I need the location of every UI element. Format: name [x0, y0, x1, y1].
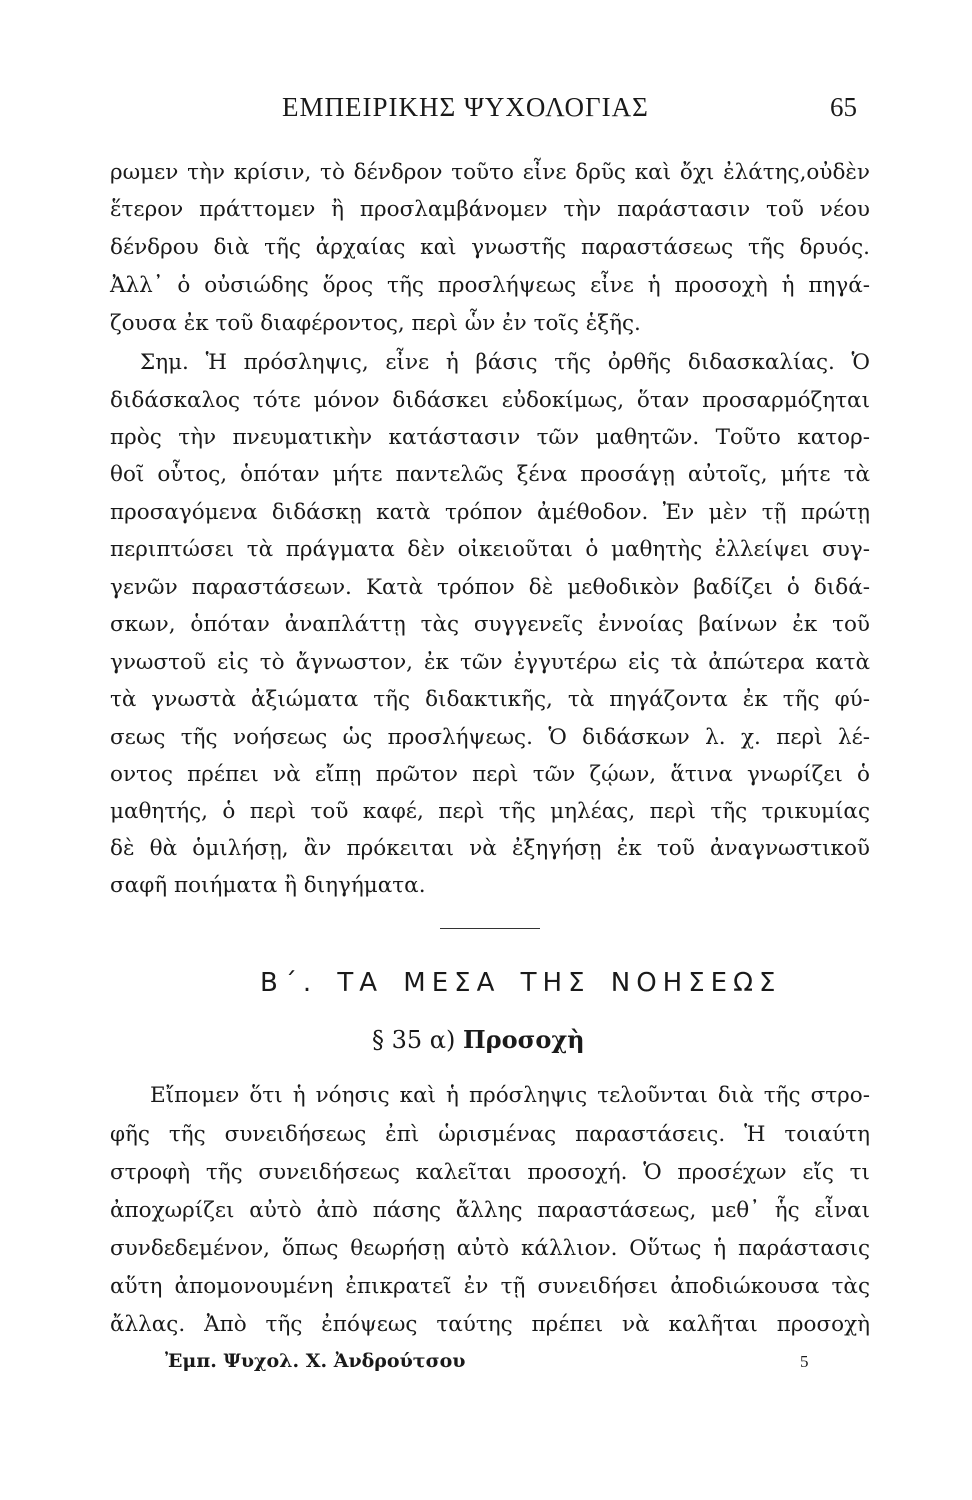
footer-signature-number: 5 [800, 1352, 809, 1371]
note-line: πρὸς τὴν πνευματικὴν κατάστασιν τῶν μαθητῶν. Τοῦτο κατορ- [110, 425, 870, 450]
note-line: σαφῆ ποιήματα ἢ διηγήματα. [110, 873, 426, 898]
note-line: τὰ γνωστὰ ἀξιώματα τῆς διδακτικῆς, τὰ πηγάζοντα ἐκ τῆς φύ- [110, 687, 870, 712]
note-line: σκων, ὁπόταν ἀναπλάττῃ τὰς συγγενεῖς ἐννοίας βαίνων ἐκ τοῦ [110, 612, 870, 637]
body-line: δένδρου διὰ τῆς ἀρχαίας καὶ γνωστῆς παραστάσεως τῆς δρυός. [110, 235, 870, 260]
running-title: ΕΜΠΕΙΡΙΚΗΣ ΨΥΧΟΛΟΓΙΑΣ [282, 92, 649, 122]
body-line: ζουσα ἐκ τοῦ διαφέροντος, περὶ ὧν ἐν τοῖς ἑξῆς. [110, 311, 641, 336]
section-line: αὕτη ἀπομονουμένη ἐπικρατεῖ ἐν τῇ συνειδήσει ἀποδιώκουσα τὰς [110, 1274, 870, 1299]
note-line: μαθητής, ὁ περὶ τοῦ καφέ, περὶ τῆς μηλέας, περὶ τῆς τρικυμίας [110, 799, 870, 824]
section-line: στροφὴ τῆς συνειδήσεως καλεῖται προσοχή. Ὁ προσέχων εἴς τι [110, 1160, 870, 1185]
footer-signature: Ἐμπ. Ψυχολ. Χ. Ἀνδρούτσου [165, 1350, 466, 1372]
section-line: φῆς τῆς συνειδήσεως ἐπὶ ὡρισμένας παραστάσεις. Ἡ τοιαύτη [110, 1122, 870, 1147]
body-line: ἕτερον πράττομεν ἢ προσλαμβάνομεν τὴν παράστασιν τοῦ νέου [110, 197, 870, 222]
note-line: Σημ. Ἡ πρόσληψις, εἶνε ἡ βάσις τῆς ὀρθῆς διδασκαλίας. Ὁ [140, 350, 870, 375]
subsection-number: § 35 α) [372, 1026, 456, 1054]
body-line: Ἀλλ᾽ ὁ οὐσιώδης ὅρος τῆς προσλήψεως εἶνε ἡ προσοχὴ ἡ πηγά- [110, 273, 870, 298]
note-line: περιπτώσει τὰ πράγματα δὲν οἰκειοῦται ὁ μαθητὴς ἐλλείψει συγ- [110, 537, 870, 562]
section-line: συνδεδεμένον, ὅπως θεωρήσῃ αὐτὸ κάλλιον. Οὕτως ἡ παράστασις [110, 1236, 870, 1261]
section-heading: Β΄. ΤΑ ΜΕΣΑ ΤΗΣ ΝΟΗΣΕΩΣ [260, 968, 782, 998]
section-line: Εἴπομεν ὅτι ἡ νόησις καὶ ἡ πρόσληψις τελοῦνται διὰ τῆς στρο- [150, 1083, 870, 1108]
note-line: γενῶν παραστάσεων. Κατὰ τρόπον δὲ μεθοδικὸν βαδίζει ὁ διδά- [110, 575, 870, 600]
note-line: προσαγόμενα διδάσκῃ κατὰ τρόπον ἀμέθοδον. Ἐν μὲν τῇ πρώτῃ [110, 500, 870, 525]
subsection-title: Προσοχὴ [463, 1025, 585, 1054]
section-line: ἄλλας. Ἀπὸ τῆς ἐπόψεως ταύτης πρέπει νὰ καλῆται προσοχὴ [110, 1312, 870, 1337]
note-line: γνωστοῦ εἰς τὸ ἄγνωστον, ἐκ τῶν ἐγγυτέρω εἰς τὰ ἀπώτερα κατὰ [110, 650, 870, 675]
section-divider [440, 928, 540, 929]
note-line: διδάσκαλος τότε μόνον διδάσκει εὐδοκίμως, ὅταν προσαρμόζηται [110, 388, 870, 413]
body-line: ρωμεν τὴν κρίσιν, τὸ δένδρον τοῦτο εἶνε δρῦς καὶ ὄχι ἐλάτης,οὐδὲν [110, 160, 870, 185]
note-line: θοῖ οὗτος, ὁπόταν μήτε παντελῶς ξένα προσάγῃ αὐτοῖς, μήτε τὰ [110, 462, 870, 487]
note-line: δὲ θὰ ὁμιλήσῃ, ἂν πρόκειται νὰ ἐξηγήσῃ ἐκ τοῦ ἀναγνωστικοῦ [110, 836, 870, 861]
page-number: 65 [830, 92, 857, 122]
note-line: οντος πρέπει νὰ εἴπῃ πρῶτον περὶ τῶν ζῴων, ἅτινα γνωρίζει ὁ [110, 762, 870, 787]
subsection-heading [372, 1025, 585, 1054]
section-line: ἀποχωρίζει αὐτὸ ἀπὸ πάσης ἄλλης παραστάσεως, μεθ᾽ ἧς εἶναι [110, 1198, 870, 1223]
note-line: σεως τῆς νοήσεως ὡς προσλήψεως. Ὁ διδάσκων λ. χ. περὶ λέ- [110, 725, 870, 750]
